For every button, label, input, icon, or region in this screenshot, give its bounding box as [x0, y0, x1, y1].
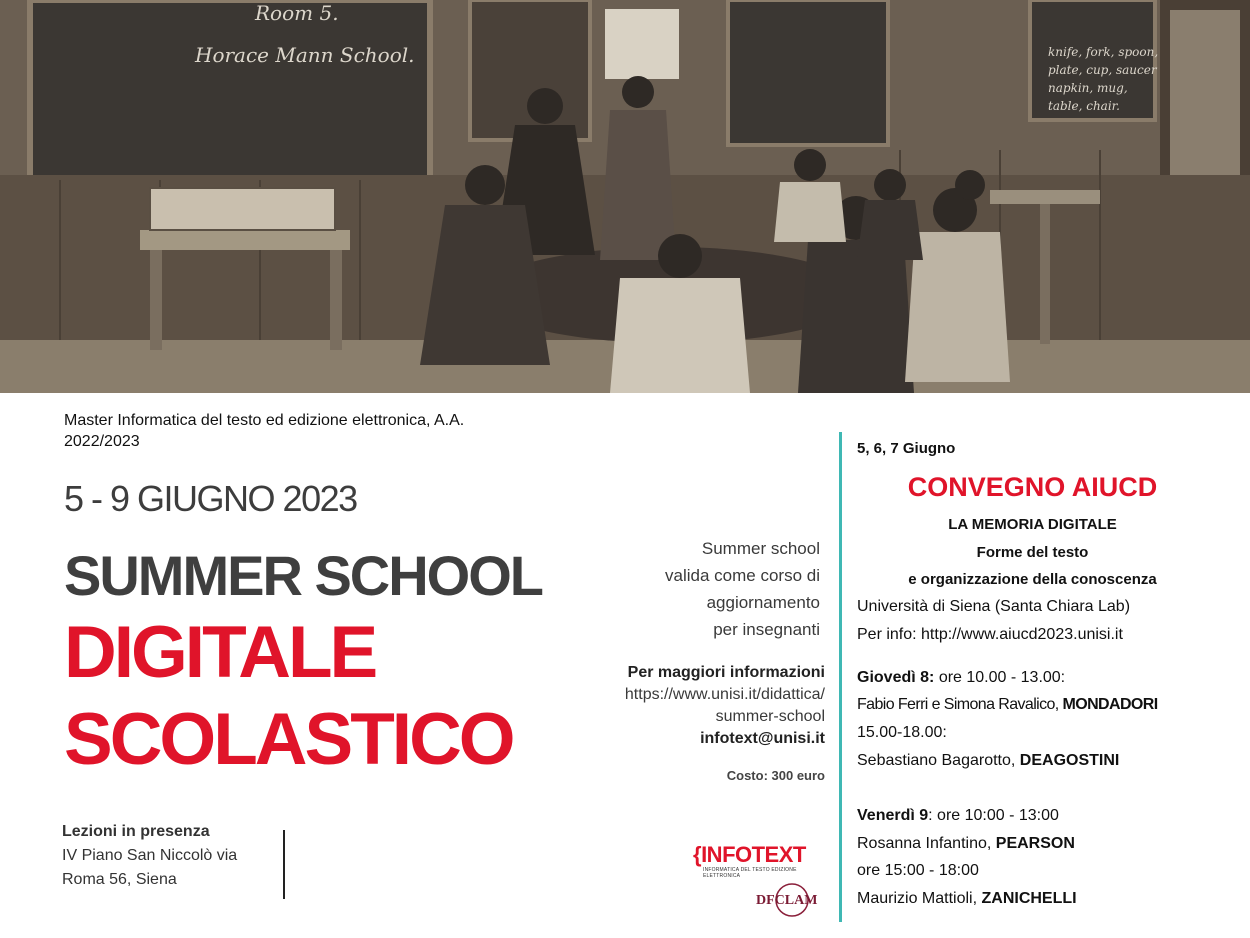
lessons-address-2: Roma 56, Siena	[62, 871, 177, 888]
friday-time-2: ore 15:00 - 18:00	[857, 862, 979, 879]
thursday-session-2	[857, 752, 1197, 770]
title-summer-school: SUMMER SCHOOL	[64, 544, 542, 607]
friday-speaker-1: Rosanna Infantino,	[857, 835, 992, 852]
infotext-tagline: INFORMATICA DEL TESTO EDIZIONE ELETTRONICA	[703, 867, 797, 879]
friday-publisher-1: PEARSON	[995, 835, 1075, 852]
thursday-publisher-1: MONDADORI	[1062, 696, 1158, 713]
convegno-venue: Università di Siena (Santa Chiara Lab)	[857, 598, 1131, 615]
board-right-2: plate, cup, saucer	[1048, 63, 1157, 77]
infotext-word: INFOTEXT	[701, 842, 806, 867]
info-url-line-2[interactable]: summer-school	[715, 708, 825, 725]
infotext-brace: {	[693, 842, 702, 867]
thursday-speaker-2: Sebastiano Bagarotto,	[857, 752, 1016, 769]
convegno-subtitle-2: Forme del testo	[976, 544, 1089, 561]
info-block	[590, 662, 825, 750]
infotext-logo	[693, 843, 823, 879]
board-right-4: table, chair.	[1048, 99, 1120, 113]
convegno-info-link[interactable]: Per info: http://www.aiucd2023.unisi.it	[857, 626, 1123, 643]
teal-divider	[839, 432, 842, 922]
friday-session-1	[857, 835, 1197, 853]
info-email[interactable]: infotext@unisi.it	[700, 730, 825, 747]
header-photo	[0, 0, 1250, 393]
thursday-time-2: 15.00-18.00:	[857, 724, 947, 741]
thursday-session-1	[857, 696, 1217, 714]
info-url-line-1[interactable]: https://www.unisi.it/didattica/	[624, 686, 825, 703]
board-right-3: napkin, mug,	[1048, 81, 1128, 95]
title-scolastico: SCOLASTICO	[64, 699, 513, 780]
thursday-publisher-2: DEAGOSTINI	[1019, 752, 1120, 769]
title-digitale: DIGITALE	[64, 612, 376, 693]
lessons-divider	[283, 830, 285, 899]
thursday-day: Giovedì 8:	[857, 669, 935, 686]
convegno-subtitle-1: LA MEMORIA DIGITALE	[948, 516, 1117, 533]
summer-note-line: Summer school	[701, 539, 820, 558]
summer-note-line: per insegnanti	[713, 620, 820, 639]
board-text-1: Room 5.	[255, 1, 339, 25]
lessons-location	[62, 820, 282, 892]
cost-label: Costo: 300 euro	[726, 768, 825, 783]
convegno-dates: 5, 6, 7 Giugno	[857, 440, 956, 457]
summer-note	[620, 535, 820, 643]
schedule-thursday	[857, 669, 1197, 687]
schedule-friday	[857, 807, 1197, 825]
friday-speaker-2: Maurizio Mattioli,	[857, 890, 978, 907]
summer-note-line: valida come corso di	[665, 566, 820, 585]
lessons-address-1: IV Piano San Niccolò via	[62, 847, 238, 864]
friday-publisher-2: ZANICHELLI	[981, 890, 1077, 907]
convegno-title: CONVEGNO AIUCD	[907, 472, 1158, 502]
friday-session-2	[857, 890, 1197, 908]
lessons-heading: Lezioni in presenza	[62, 823, 210, 840]
board-text-2: Horace Mann School.	[195, 43, 415, 67]
event-dates: 5 - 9 GIUGNO 2023	[64, 478, 357, 519]
friday-time-1: : ore 10:00 - 13:00	[928, 807, 1059, 824]
dfclam-text: DFCLAM	[756, 893, 818, 908]
convegno-subtitle-3: e organizzazione della conoscenza	[908, 571, 1157, 588]
thursday-time-1: ore 10.00 - 13.00:	[938, 669, 1066, 686]
friday-day: Venerdì 9	[857, 807, 929, 824]
master-heading: Master Informatica del testo ed edizione elettronica, A.A. 2022/2023	[64, 412, 465, 450]
dfclam-logo	[752, 880, 822, 920]
info-heading: Per maggiori informazioni	[627, 664, 825, 681]
thursday-speaker-1: Fabio Ferri e Simona Ravalico,	[857, 696, 1059, 713]
summer-note-line: aggiornamento	[706, 593, 820, 612]
board-right-1: knife, fork, spoon,	[1048, 45, 1159, 59]
